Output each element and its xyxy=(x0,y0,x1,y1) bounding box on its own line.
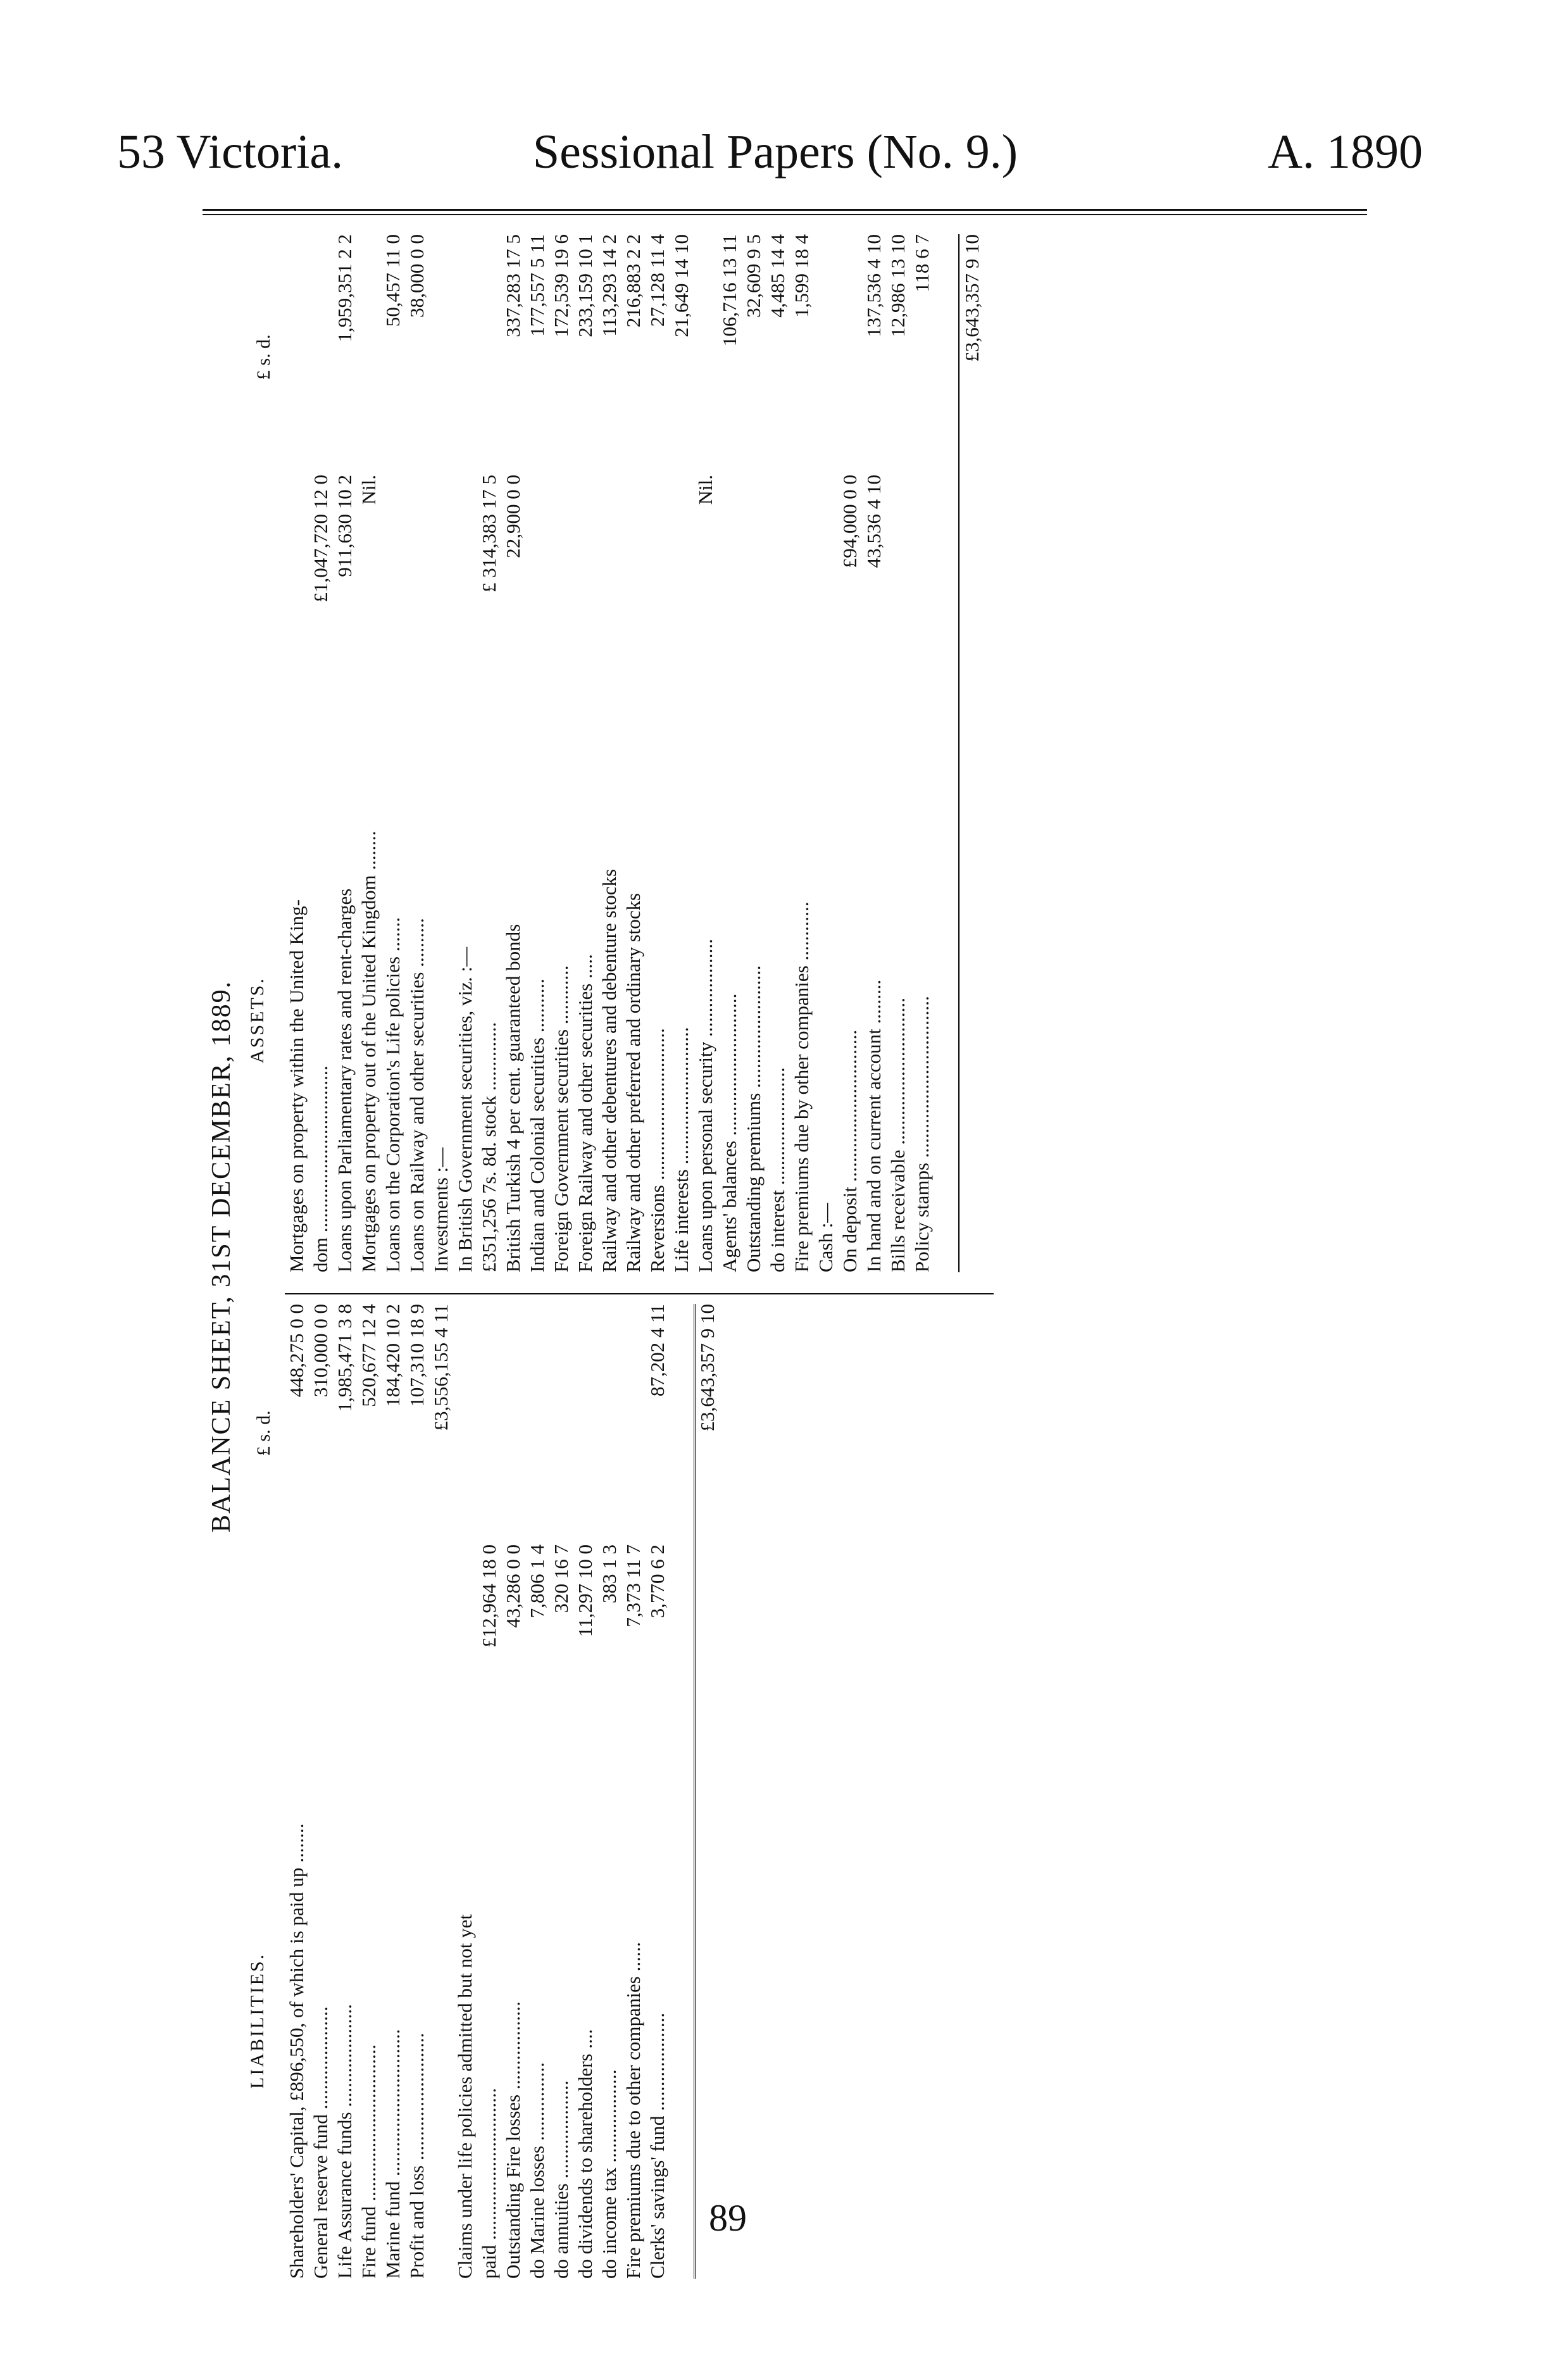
asset-label: Foreign Government securities ............ xyxy=(550,965,572,1272)
asset-label: Foreign Railway and other securities ..... xyxy=(574,954,596,1272)
asset-amount: 216,883 2 2 xyxy=(622,234,644,328)
asset-label: Cash :— xyxy=(815,1203,837,1272)
liability-inner-amount: £12,964 18 0 xyxy=(478,1544,500,1648)
asset-label: In hand and on current account ......... xyxy=(863,979,885,1272)
asset-row xyxy=(622,234,646,1272)
liability-row xyxy=(333,1304,357,2279)
liability-label: Marine fund .............................. xyxy=(382,2029,404,2279)
asset-row xyxy=(501,234,525,1272)
running-header xyxy=(0,120,1543,196)
liability-inner-amount: 7,373 11 7 xyxy=(622,1544,644,1627)
liability-label: Outstanding Fire losses .................. xyxy=(502,2001,524,2279)
liability-amount: 448,275 0 0 xyxy=(285,1304,308,1398)
asset-label: British Turkish 4 per cent. guaranteed bonds xyxy=(502,924,524,1272)
liability-row xyxy=(285,1304,309,2279)
asset-label: Loans upon personal security .................... xyxy=(694,939,716,1272)
header-session: 53 Victoria. xyxy=(117,125,344,178)
liability-amount: 310,000 0 0 xyxy=(309,1304,332,1398)
liability-row xyxy=(646,1304,670,2279)
asset-amount: 106,716 13 11 xyxy=(718,234,740,347)
asset-label: On deposit ............................... xyxy=(839,1029,861,1272)
asset-amount: 21,649 14 10 xyxy=(670,234,692,337)
liability-label: Claims under life policies admitted but not yet xyxy=(454,1914,476,2279)
asset-row xyxy=(790,234,814,1272)
liability-amount: 184,420 10 2 xyxy=(382,1304,404,1407)
asset-row xyxy=(742,234,766,1272)
asset-amount: 1,599 18 4 xyxy=(790,234,813,318)
liability-row xyxy=(405,1304,429,2279)
liability-row xyxy=(573,1304,597,2279)
liability-label: Life Assurance funds ..................... xyxy=(334,2004,356,2279)
header-title: Sessional Papers (No. 9.) xyxy=(532,125,1018,178)
asset-label: Loans on the Corporation's Life policies ....... xyxy=(382,917,404,1272)
asset-label: Mortgages on property out of the United Kingdom ........ xyxy=(358,830,380,1272)
liability-label: do annuities .................... xyxy=(550,2080,572,2279)
asset-inner-amount: Nil. xyxy=(358,475,380,505)
asset-amount: 137,536 4 10 xyxy=(863,234,885,337)
liability-inner-amount: 383 1 3 xyxy=(598,1544,620,1603)
asset-row xyxy=(670,234,694,1272)
liability-label: Profit and loss .......................... xyxy=(406,2032,428,2279)
liability-row xyxy=(670,1304,694,2279)
asset-amount: 12,986 13 10 xyxy=(887,234,909,337)
asset-label: Loans on Railway and other securities .......... xyxy=(406,918,428,1272)
liability-amount: 1,985,471 3 8 xyxy=(334,1304,356,1412)
asset-label: Policy stamps ................................. xyxy=(911,996,933,1272)
asset-row xyxy=(381,234,405,1272)
liability-row xyxy=(694,1304,720,2279)
asset-label: Agents' balances ............................. xyxy=(718,993,740,1272)
asset-label: Reversions ............................... xyxy=(646,1028,668,1272)
asset-row xyxy=(285,234,309,1272)
asset-row xyxy=(694,234,718,1272)
asset-row xyxy=(886,234,910,1272)
asset-label: Indian and Colonial securities ........... xyxy=(526,978,548,1272)
asset-amount: 1,959,351 2 2 xyxy=(334,234,356,342)
asset-label: Loans upon Parliamentary rates and rent-charges xyxy=(334,888,356,1272)
asset-row xyxy=(453,234,477,1272)
asset-inner-amount: £ 314,383 17 5 xyxy=(478,475,500,592)
asset-label: Mortgages on property within the United King- xyxy=(285,899,308,1272)
asset-label: Fire premiums due by other companies ............ xyxy=(790,901,813,1272)
assets-heading: ASSETS. xyxy=(247,977,268,1063)
asset-row xyxy=(525,234,549,1272)
asset-amount: 38,000 0 0 xyxy=(406,234,428,318)
liability-row xyxy=(501,1304,525,2279)
liability-label: paid ............................... xyxy=(478,2088,500,2279)
page-number: 89 xyxy=(709,2197,747,2239)
liability-label: Fire fund ................................ xyxy=(358,2044,380,2279)
asset-row xyxy=(333,234,357,1272)
asset-row xyxy=(838,234,862,1272)
liability-row xyxy=(597,1304,622,2279)
asset-row xyxy=(958,234,984,1272)
header-year: A. 1890 xyxy=(1268,125,1423,178)
center-divider xyxy=(285,1293,994,1294)
asset-label: Life interests ............................ xyxy=(670,1027,692,1272)
asset-amount: 118 6 7 xyxy=(911,234,933,292)
asset-row xyxy=(862,234,886,1272)
liability-label: General reserve fund ..................... xyxy=(309,2006,332,2279)
liability-row xyxy=(525,1304,549,2279)
liability-label: Shareholders' Capital, £896,550, of which is paid up ........ xyxy=(285,1823,308,2279)
asset-inner-amount: 911,630 10 2 xyxy=(334,475,356,577)
asset-label: In British Government securities, viz. :— xyxy=(454,947,476,1272)
liability-inner-amount: 7,806 1 4 xyxy=(526,1544,548,1619)
asset-label: £351,256 7s. 8d. stock .............. xyxy=(478,1022,500,1272)
liability-inner-amount: 11,297 10 0 xyxy=(574,1544,596,1638)
liability-row xyxy=(622,1304,646,2279)
asset-row xyxy=(357,234,381,1272)
asset-inner-amount: 22,900 0 0 xyxy=(502,475,524,558)
liability-amount: 520,677 12 4 xyxy=(358,1304,380,1407)
asset-amount: 50,457 11 0 xyxy=(382,234,404,327)
asset-row xyxy=(573,234,597,1272)
liability-inner-amount: 43,286 0 0 xyxy=(502,1544,524,1628)
liability-amount: £3,556,155 4 11 xyxy=(430,1304,452,1431)
liability-row xyxy=(381,1304,405,2279)
asset-row xyxy=(429,234,453,1272)
liability-row xyxy=(357,1304,381,2279)
asset-row xyxy=(477,234,501,1272)
asset-label: dom .................................. xyxy=(309,1065,332,1272)
asset-amount: 233,159 10 1 xyxy=(574,234,596,337)
asset-row xyxy=(814,234,838,1272)
asset-inner-amount: Nil. xyxy=(694,475,716,505)
liability-inner-amount: 320 16 7 xyxy=(550,1544,572,1613)
asset-amount: 32,609 9 5 xyxy=(742,234,765,318)
liability-row xyxy=(549,1304,573,2279)
liabilities-heading: LIABILITIES. xyxy=(247,1952,268,2089)
liability-label: Fire premiums due to other companies ...... xyxy=(622,1941,644,2279)
asset-inner-amount: £94,000 0 0 xyxy=(839,475,861,568)
asset-label: Railway and other preferred and ordinary stocks xyxy=(622,892,644,1272)
asset-label: do interest ........................ xyxy=(766,1067,789,1272)
asset-row xyxy=(405,234,429,1272)
liability-label: do Marine losses ................ xyxy=(526,2062,548,2279)
liability-label: do dividends to shareholders .... xyxy=(574,2029,596,2279)
asset-amount: 337,283 17 5 xyxy=(502,234,524,337)
header-rule xyxy=(203,209,1367,211)
asset-inner-amount: 43,536 4 10 xyxy=(863,475,885,568)
liability-label: do income tax ................... xyxy=(598,2069,620,2279)
asset-row xyxy=(718,234,742,1272)
asset-amount: 4,485 14 4 xyxy=(766,234,789,318)
assets-table xyxy=(285,234,984,1272)
liability-label: Clerks' savings' fund .................... xyxy=(646,2012,668,2279)
asset-inner-amount: £1,047,720 12 0 xyxy=(309,475,332,603)
asset-row xyxy=(766,234,790,1272)
asset-label: Investments :— xyxy=(430,1147,452,1272)
asset-amount: 177,557 5 11 xyxy=(526,234,548,337)
asset-row xyxy=(309,234,333,1272)
asset-label: Bills receivable .............................. xyxy=(887,998,909,1272)
liabilities-table xyxy=(285,1304,720,2279)
balance-sheet xyxy=(203,234,1367,2279)
liabilities-currency-header: £ s. d. xyxy=(253,1410,274,1456)
asset-row xyxy=(549,234,573,1272)
asset-row xyxy=(646,234,670,1272)
assets-currency-header: £ s. d. xyxy=(253,334,274,380)
sheet-title: BALANCE SHEET, 31ST DECEMBER, 1889. xyxy=(207,980,236,1533)
asset-label: Outstanding premiums ......................... xyxy=(742,965,765,1272)
liability-row xyxy=(429,1304,453,2279)
asset-row xyxy=(910,234,934,1272)
asset-row xyxy=(934,234,958,1272)
liability-row xyxy=(309,1304,333,2279)
liability-amount: 107,310 18 9 xyxy=(406,1304,428,1407)
asset-amount: 113,293 14 2 xyxy=(598,234,620,337)
asset-row xyxy=(597,234,622,1272)
liability-row xyxy=(453,1304,477,2279)
asset-amount: £3,643,357 9 10 xyxy=(961,234,983,362)
liability-amount: 87,202 4 11 xyxy=(646,1304,668,1397)
liability-amount: £3,643,357 9 10 xyxy=(696,1304,718,1432)
asset-amount: 172,539 19 6 xyxy=(550,234,572,337)
asset-label: Railway and other debentures and debenture stocks xyxy=(598,868,620,1272)
liability-row xyxy=(477,1304,501,2279)
liability-inner-amount: 3,770 6 2 xyxy=(646,1544,668,1619)
header-rule-thin xyxy=(203,214,1367,215)
asset-amount: 27,128 11 4 xyxy=(646,234,668,327)
